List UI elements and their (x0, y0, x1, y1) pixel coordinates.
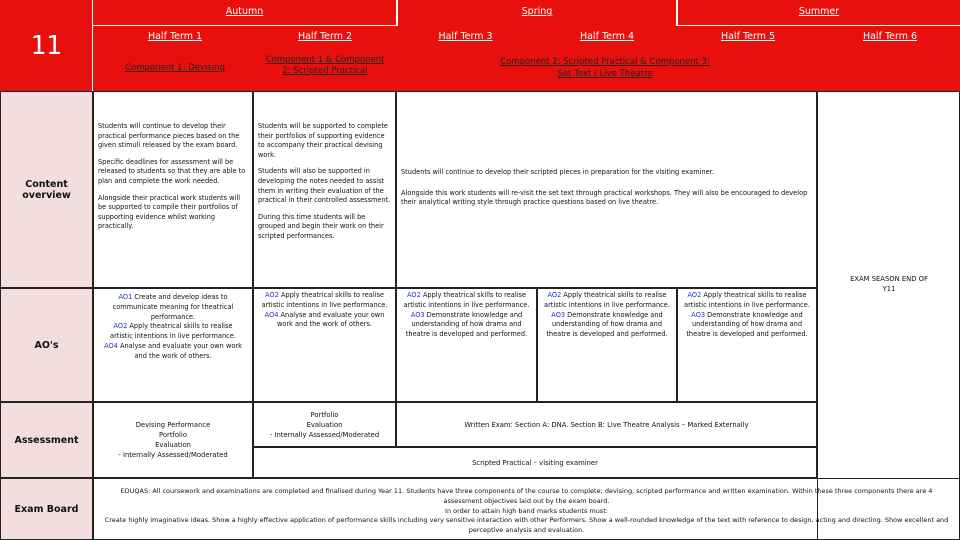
ao-text: Create and develop ideas to communicate meaning for theatrical performance. (112, 293, 234, 321)
exam-board-text-3: Create highly imaginative ideas. Show a highly effective application of performance skills including very sensitive interaction with other Performers. Show a well-rounded knowledge of the text with reference to design, acting and directing. Show excellent and perceptive analysis and evaluation. (104, 516, 949, 535)
aos-ht4 (537, 288, 677, 402)
ao-text: Apply theatrical skills to realise artistic intentions in live performance. (684, 291, 810, 309)
half-term-1: Half Term 1 (147, 31, 203, 42)
ao-text: Apply theatrical skills to realise artistic intentions in live performance. (261, 291, 388, 309)
assessment-ht1 (93, 402, 253, 478)
component-ht1: Component 1: Devising (125, 63, 225, 73)
term-divider (396, 0, 398, 26)
component-ht2: Component 1 & Component 2: Scripted Practical (265, 55, 385, 76)
ao-item (257, 311, 392, 331)
ao-code: AO4 (104, 341, 118, 350)
half-term-3: Half Term 3 (438, 31, 493, 42)
ao-item (681, 311, 813, 340)
ao-code: AO3 (410, 310, 425, 319)
ao-text: Apply theatrical skills to realise artistic intentions in live performance. (403, 291, 530, 309)
assessment-label: Assessment (14, 434, 79, 446)
content-ht1-p1: Students will continue to develop their practical performance pieces based on the given stimuli released by the exam board. (98, 122, 240, 150)
ao-code: AO3 (691, 310, 706, 319)
term-divider (676, 0, 678, 26)
content-ht1 (93, 91, 253, 288)
year-number: 11 (30, 30, 62, 61)
content-ht1-p3: Alongside their practical work students will be supported to compile their portfolios of supporting evidence whilst working practically. (98, 193, 241, 231)
content-ht2-p3: During this time students will be grouped and begin their work on their scripted performances. (258, 212, 384, 240)
assessment-written-exam (396, 402, 817, 447)
ao-item (400, 311, 533, 340)
ao-item (104, 293, 242, 322)
content-ht2-p2: Students will also be supported in developing the notes needed to assist them in writing their evaluation of the practical in their controlled assessment. (258, 167, 391, 205)
content-overview-label: Content overview (22, 178, 71, 201)
content-spring-p2: Alongside this work students will re-visit the set text through practical workshops. They will also be encouraged to develop their analytical writing style through practice questions based on live theatre. (401, 188, 808, 207)
term-underline (678, 25, 960, 26)
aos-label: AO's (34, 339, 59, 351)
assessment-line: Devising Performance (135, 421, 211, 429)
ao-code: AO2 (407, 291, 421, 299)
written-exam-text: Written Exam: Section A: DNA. Section B: Live Theatre Analysis – Marked Externally (464, 420, 749, 429)
scripted-practical-text: Scripted Practical – visiting examiner (472, 458, 598, 467)
assessment-line: Portfolio (159, 431, 187, 439)
assessment-line: Portfolio (310, 410, 339, 419)
assessment-line: - Internally Assessed/Moderated (118, 451, 228, 459)
aos-ht2 (253, 288, 396, 402)
half-term-5: Half Term 5 (720, 31, 776, 42)
term-summer: Summer (798, 6, 840, 17)
ao-item (400, 291, 533, 311)
ao-text: Analyse and evaluate your own work and the work of others. (117, 341, 242, 360)
assessment-scripted (253, 447, 817, 478)
aos-ht1 (93, 288, 253, 402)
assessment-line: - Internally Assessed/Moderated (269, 430, 380, 439)
ao-item (104, 322, 242, 342)
row-label-assessment (0, 402, 93, 478)
exam-board-text-1: EDUQAS: All coursework and examinations are completed and finalised during Year 11. Students have three components of the course to complete; devising, scripted performance and written examination. Within these three components there are 4 assessment objectives laid out by the exam board. (120, 487, 933, 505)
ao-text: Apply theatrical skills to realise artistic intentions in live performance. (544, 291, 670, 309)
row-label-exam-board (0, 478, 93, 540)
term-spring: Spring (521, 6, 553, 17)
half-term-2: Half Term 2 (297, 31, 353, 42)
ao-text: Analyse and evaluate your own work and the work of others. (276, 310, 385, 329)
ao-code: AO2 (113, 322, 128, 331)
exam-board-text-2: In order to attain high band marks students must: (445, 506, 608, 515)
aos-ht5 (677, 288, 817, 402)
ao-text: Demonstrate knowledge and understanding of how drama and theatre is developed and performed. (546, 310, 668, 339)
exam-season-label: EXAM SEASON END OF Y11 (850, 275, 928, 293)
content-spring-p1: Students will continue to develop their scripted pieces in preparation for the visiting examiner. (401, 168, 714, 176)
content-ht1-p2: Specific deadlines for assessment will be released to students so that they are able to plan and complete the work needed. (98, 157, 246, 185)
ao-text: Demonstrate knowledge and understanding of how drama and theatre is developed and performed. (686, 310, 808, 339)
exam-season-column (817, 91, 960, 540)
ao-item (541, 311, 673, 340)
content-ht2-p1: Students will be supported to complete their portfolios of supporting evidence to accompany their practical devising work. (258, 122, 388, 159)
exam-board-info (93, 478, 960, 540)
ao-item (104, 342, 242, 362)
row-label-aos (0, 288, 93, 402)
half-term-6: Half Term 6 (862, 31, 918, 42)
assessment-line: Evaluation (306, 420, 343, 429)
term-autumn: Autumn (225, 6, 264, 17)
year-cell (0, 0, 92, 91)
ao-code: AO4 (264, 310, 279, 319)
component-spring-summer: Component 2: Scripted Practical & Component 3: Set Text / Live Theatre (500, 57, 710, 79)
half-term-4: Half Term 4 (579, 31, 635, 42)
ao-code: AO3 (551, 310, 566, 319)
ao-code: AO2 (547, 291, 562, 299)
ao-code: AO1 (118, 293, 133, 301)
ao-item (257, 291, 392, 311)
term-underline (93, 25, 396, 26)
ao-text: Apply theatrical skills to realise artistic intentions in live performance. (110, 322, 236, 341)
assessment-ht2 (253, 402, 396, 447)
ao-text: Demonstrate knowledge and understanding of how drama and theatre is developed and performed. (405, 310, 528, 339)
row-label-content (0, 91, 93, 288)
aos-ht3 (396, 288, 537, 402)
ao-code: AO2 (687, 291, 702, 299)
exam-board-label: Exam Board (14, 503, 79, 515)
assessment-line: Evaluation (155, 441, 191, 449)
content-spring (396, 91, 817, 288)
ao-item (681, 291, 813, 311)
ao-code: AO2 (265, 291, 279, 299)
ao-item (541, 291, 673, 311)
content-ht2 (253, 91, 396, 288)
